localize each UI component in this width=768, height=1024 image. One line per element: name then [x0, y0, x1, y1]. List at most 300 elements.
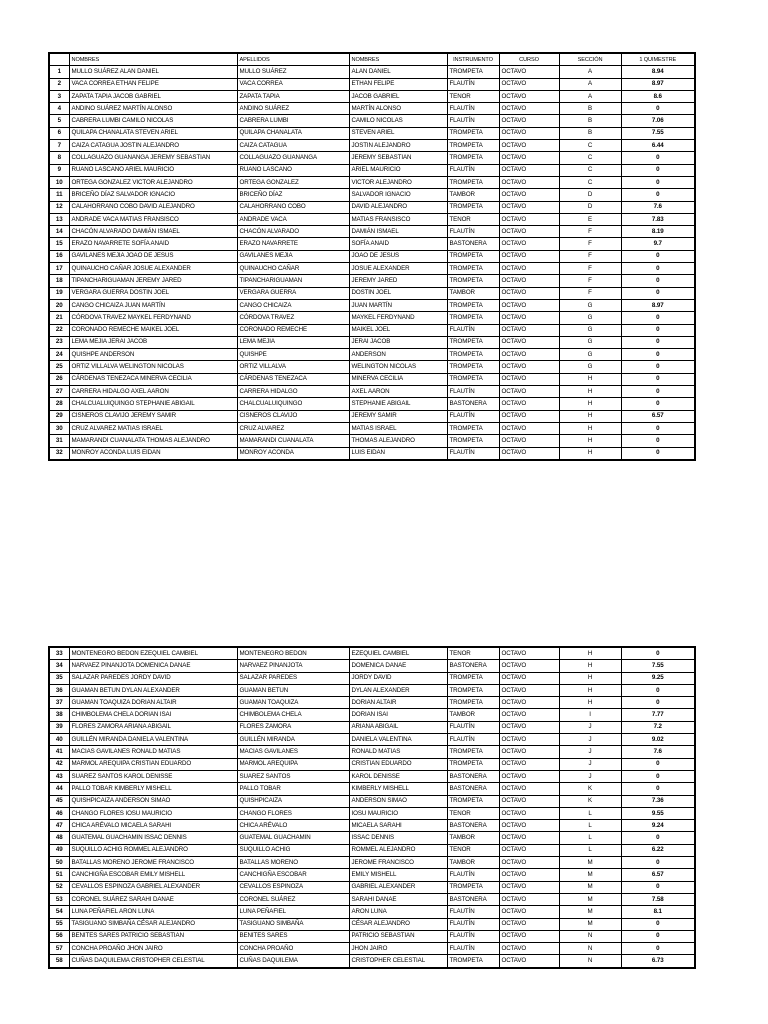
row-number: 13	[49, 213, 69, 225]
section-cell: F	[559, 275, 621, 287]
surnames-cell: CISNEROS CLAVIJO	[237, 410, 349, 422]
grades-table-page-2	[48, 646, 696, 969]
grade-cell: 8.6	[621, 90, 695, 102]
names-cell: JEROME FRANCISCO	[349, 857, 447, 869]
course-cell: OCTAVO	[499, 127, 559, 139]
grade-cell: 6.44	[621, 140, 695, 152]
names-cell: JOAO DE JESUS	[349, 250, 447, 262]
section-cell: M	[559, 906, 621, 918]
full-name-cell: MACIAS GAVILANES RONALD MATIAS	[69, 746, 237, 758]
table-row	[49, 115, 695, 127]
instrument-cell: TAMBOR	[447, 832, 499, 844]
row-number: 37	[49, 697, 69, 709]
grade-cell: 0	[621, 312, 695, 324]
course-cell: OCTAVO	[499, 820, 559, 832]
table-row	[49, 213, 695, 225]
grade-cell: 9.25	[621, 672, 695, 684]
full-name-cell: ZAPATA TAPIA JACOB GABRIEL	[69, 90, 237, 102]
names-cell: JOSUE ALEXANDER	[349, 263, 447, 275]
surnames-cell: BRICEÑO DÍAZ	[237, 189, 349, 201]
grade-cell: 0	[621, 770, 695, 782]
grade-cell: 6.57	[621, 410, 695, 422]
section-cell: C	[559, 164, 621, 176]
full-name-cell: QUILAPA CHANALATA STEVEN ARIEL	[69, 127, 237, 139]
section-cell: F	[559, 226, 621, 238]
grade-cell: 0	[621, 176, 695, 188]
surnames-cell: RUANO LASCANO	[237, 164, 349, 176]
surnames-cell: GUILLÉN MIRANDA	[237, 734, 349, 746]
section-cell: H	[559, 697, 621, 709]
grade-cell: 0	[621, 857, 695, 869]
row-number: 29	[49, 410, 69, 422]
names-cell: MATIAS FRANSISCO	[349, 213, 447, 225]
full-name-cell: CHIMBOLEMA CHELA DORIAN ISAI	[69, 709, 237, 721]
course-cell: OCTAVO	[499, 263, 559, 275]
section-cell: H	[559, 422, 621, 434]
full-name-cell: CUÑAS DAQUILEMA CRISTOPHER CELESTIAL	[69, 955, 237, 968]
table-row	[49, 684, 695, 696]
section-cell: H	[559, 373, 621, 385]
row-number: 49	[49, 844, 69, 856]
table-row	[49, 832, 695, 844]
table-row	[49, 373, 695, 385]
full-name-cell: MARMOL AREQUIPA CRISTIAN EDUARDO	[69, 758, 237, 770]
table-row	[49, 783, 695, 795]
instrument-cell: TROMPETA	[447, 176, 499, 188]
row-number: 23	[49, 336, 69, 348]
surnames-cell: PALLO TOBAR	[237, 783, 349, 795]
table-row	[49, 795, 695, 807]
instrument-cell: BASTONERA	[447, 820, 499, 832]
row-number: 33	[49, 647, 69, 660]
instrument-cell: FLAUTÍN	[447, 115, 499, 127]
row-number: 12	[49, 201, 69, 213]
instrument-cell: TROMPETA	[447, 672, 499, 684]
grade-cell: 0	[621, 684, 695, 696]
table-row	[49, 164, 695, 176]
instrument-cell: FLAUTÍN	[447, 103, 499, 115]
surnames-cell: CANCHIGÑA ESCOBAR	[237, 869, 349, 881]
instrument-cell: TROMPETA	[447, 422, 499, 434]
row-number: 27	[49, 386, 69, 398]
surnames-cell: CÁRDENAS TENEZACA	[237, 373, 349, 385]
names-cell: EMILY MISHELL	[349, 869, 447, 881]
row-number: 31	[49, 435, 69, 447]
instrument-cell: FLAUTÍN	[447, 78, 499, 90]
surnames-cell: GUAMAN BETUN	[237, 684, 349, 696]
grade-cell: 7.83	[621, 213, 695, 225]
section-cell: H	[559, 410, 621, 422]
instrument-cell: FLAUTÍN	[447, 324, 499, 336]
grade-cell: 0	[621, 386, 695, 398]
surnames-cell: CRUZ ALVAREZ	[237, 422, 349, 434]
full-name-cell: CHANGO FLORES IOSU MAURICIO	[69, 807, 237, 819]
surnames-cell: QUISHPICAIZA	[237, 795, 349, 807]
table-row	[49, 299, 695, 311]
course-cell: OCTAVO	[499, 386, 559, 398]
surnames-cell: CUÑAS DAQUILEMA	[237, 955, 349, 968]
row-number: 30	[49, 422, 69, 434]
names-cell: CÉSAR ALEJANDRO	[349, 918, 447, 930]
surnames-cell: CEVALLOS ESPINOZA	[237, 881, 349, 893]
instrument-cell: TROMPETA	[447, 746, 499, 758]
surnames-cell: GAVILANES MEJIA	[237, 250, 349, 262]
names-cell: ISSAC DENNIS	[349, 832, 447, 844]
table-row	[49, 943, 695, 955]
section-cell: M	[559, 893, 621, 905]
grade-cell: 0	[621, 324, 695, 336]
names-cell: JORDY DAVID	[349, 672, 447, 684]
row-number: 50	[49, 857, 69, 869]
grade-cell: 0	[621, 647, 695, 660]
surnames-cell: TASIGUANO SIMBAÑA	[237, 918, 349, 930]
section-cell: F	[559, 263, 621, 275]
instrument-cell: TROMPETA	[447, 275, 499, 287]
instrument-cell: FLAUTÍN	[447, 721, 499, 733]
row-number: 16	[49, 250, 69, 262]
names-cell: DOSTIN JOEL	[349, 287, 447, 299]
section-cell: C	[559, 140, 621, 152]
course-cell: OCTAVO	[499, 78, 559, 90]
surnames-cell: CHALCUALUIQUINGO	[237, 398, 349, 410]
table-row	[49, 275, 695, 287]
names-cell: LUIS EIDAN	[349, 447, 447, 460]
row-number: 6	[49, 127, 69, 139]
course-cell: OCTAVO	[499, 660, 559, 672]
table-row	[49, 820, 695, 832]
grade-cell: 7.58	[621, 893, 695, 905]
grade-cell: 7.77	[621, 709, 695, 721]
names-cell: MAIKEL JOEL	[349, 324, 447, 336]
full-name-cell: CORONADO REMECHE MAIKEL JOEL	[69, 324, 237, 336]
instrument-cell: TAMBOR	[447, 189, 499, 201]
section-cell: K	[559, 795, 621, 807]
row-number: 54	[49, 906, 69, 918]
row-number: 58	[49, 955, 69, 968]
names-cell: SOFÍA ANAID	[349, 238, 447, 250]
names-cell: SARAHI DANAE	[349, 893, 447, 905]
full-name-cell: SUQUILLO ACHIG ROMMEL ALEJANDRO	[69, 844, 237, 856]
instrument-cell: TROMPETA	[447, 697, 499, 709]
row-number: 7	[49, 140, 69, 152]
names-cell: ETHAN FELIPE	[349, 78, 447, 90]
row-number: 21	[49, 312, 69, 324]
course-cell: OCTAVO	[499, 373, 559, 385]
names-cell: ARON LUNA	[349, 906, 447, 918]
full-name-cell: CONCHA PROAÑO JHON JAIRO	[69, 943, 237, 955]
surnames-cell: QUISHPE	[237, 349, 349, 361]
grade-cell: 0	[621, 447, 695, 460]
names-cell: DORIAN ALTAIR	[349, 697, 447, 709]
grade-cell: 9.55	[621, 807, 695, 819]
section-cell: N	[559, 930, 621, 942]
instrument-cell: BASTONERA	[447, 893, 499, 905]
full-name-cell: ORTIZ VILLALVA WELINGTON NICOLAS	[69, 361, 237, 373]
surnames-cell: ERAZO NAVARRETE	[237, 238, 349, 250]
table-row	[49, 140, 695, 152]
course-cell: OCTAVO	[499, 226, 559, 238]
row-number: 9	[49, 164, 69, 176]
full-name-cell: ANDINO SUÁREZ MARTÍN ALONSO	[69, 103, 237, 115]
full-name-cell: CRUZ ALVAREZ MATIAS ISRAEL	[69, 422, 237, 434]
grade-cell: 8.94	[621, 66, 695, 78]
grade-cell: 0	[621, 152, 695, 164]
table-row	[49, 435, 695, 447]
row-number: 18	[49, 275, 69, 287]
table-row	[49, 881, 695, 893]
table-row	[49, 336, 695, 348]
section-cell: F	[559, 238, 621, 250]
table-row	[49, 90, 695, 102]
instrument-cell: TENOR	[447, 844, 499, 856]
course-cell: OCTAVO	[499, 721, 559, 733]
row-number: 5	[49, 115, 69, 127]
names-cell: CRISTOPHER CELESTIAL	[349, 955, 447, 968]
surnames-cell: VACA CORREA	[237, 78, 349, 90]
grade-cell: 0	[621, 275, 695, 287]
names-cell: DAVID ALEJANDRO	[349, 201, 447, 213]
names-cell: DOMENICA DANAE	[349, 660, 447, 672]
names-cell: DAMIÁN ISMAEL	[349, 226, 447, 238]
grade-cell: 0	[621, 832, 695, 844]
full-name-cell: MAMARANDI CUANALATA THOMAS ALEJANDRO	[69, 435, 237, 447]
instrument-cell: FLAUTÍN	[447, 906, 499, 918]
names-cell: MAYKEL FERDYNAND	[349, 312, 447, 324]
full-name-cell: QUINAUCHO CAÑAR JOSUE ALEXANDER	[69, 263, 237, 275]
section-cell: H	[559, 672, 621, 684]
names-cell: DYLAN ALEXANDER	[349, 684, 447, 696]
header-instrument: INSTRUMENTO	[447, 53, 499, 66]
row-number: 44	[49, 783, 69, 795]
grade-cell: 8.1	[621, 906, 695, 918]
table-row	[49, 906, 695, 918]
course-cell: OCTAVO	[499, 189, 559, 201]
grade-cell: 8.19	[621, 226, 695, 238]
names-cell: EZEQUIEL CAMBIEL	[349, 647, 447, 660]
table-row	[49, 226, 695, 238]
row-number: 34	[49, 660, 69, 672]
course-cell: OCTAVO	[499, 857, 559, 869]
section-cell: L	[559, 844, 621, 856]
course-cell: OCTAVO	[499, 906, 559, 918]
instrument-cell: TROMPETA	[447, 250, 499, 262]
table-row	[49, 78, 695, 90]
grade-cell: 0	[621, 422, 695, 434]
full-name-cell: BATALLAS MORENO JEROME FRANCISCO	[69, 857, 237, 869]
course-cell: OCTAVO	[499, 336, 559, 348]
course-cell: OCTAVO	[499, 672, 559, 684]
full-name-cell: CAIZA CATAGUA JOSTIN ALEJANDRO	[69, 140, 237, 152]
grade-cell: 0	[621, 435, 695, 447]
section-cell: J	[559, 770, 621, 782]
surnames-cell: CANGO CHICAIZA	[237, 299, 349, 311]
course-cell: OCTAVO	[499, 115, 559, 127]
surnames-cell: ZAPATA TAPIA	[237, 90, 349, 102]
instrument-cell: TROMPETA	[447, 312, 499, 324]
surnames-cell: MONTENEGRO BEDON	[237, 647, 349, 660]
row-number: 45	[49, 795, 69, 807]
surnames-cell: SALAZAR PAREDES	[237, 672, 349, 684]
names-cell: ARIEL MAURICIO	[349, 164, 447, 176]
course-cell: OCTAVO	[499, 140, 559, 152]
full-name-cell: TASIGUANO SIMBAÑA CÉSAR ALEJANDRO	[69, 918, 237, 930]
row-number: 24	[49, 349, 69, 361]
surnames-cell: LEMA MEJIA	[237, 336, 349, 348]
names-cell: DORIAN ISAI	[349, 709, 447, 721]
surnames-cell: CORONEL SUÁREZ	[237, 893, 349, 905]
instrument-cell: TROMPETA	[447, 263, 499, 275]
grade-cell: 0	[621, 263, 695, 275]
header-row	[49, 53, 695, 66]
instrument-cell: TROMPETA	[447, 373, 499, 385]
surnames-cell: CHANGO FLORES	[237, 807, 349, 819]
table-row	[49, 422, 695, 434]
full-name-cell: MONTENEGRO BEDON EZEQUIEL CAMBIEL	[69, 647, 237, 660]
section-cell: N	[559, 955, 621, 968]
instrument-cell: FLAUTÍN	[447, 164, 499, 176]
course-cell: OCTAVO	[499, 881, 559, 893]
course-cell: OCTAVO	[499, 783, 559, 795]
row-number: 4	[49, 103, 69, 115]
surnames-cell: CORONADO REMECHE	[237, 324, 349, 336]
names-cell: ROMMEL ALEJANDRO	[349, 844, 447, 856]
row-number: 19	[49, 287, 69, 299]
table-row	[49, 349, 695, 361]
full-name-cell: GAVILANES MEJIA JOAO DE JESUS	[69, 250, 237, 262]
table-row	[49, 857, 695, 869]
table-row	[49, 844, 695, 856]
header-section: SECCIÓN	[559, 53, 621, 66]
table-row	[49, 201, 695, 213]
course-cell: OCTAVO	[499, 734, 559, 746]
instrument-cell: TROMPETA	[447, 795, 499, 807]
section-cell: C	[559, 176, 621, 188]
table-row	[49, 807, 695, 819]
course-cell: OCTAVO	[499, 869, 559, 881]
names-cell: DANIELA VALENTINA	[349, 734, 447, 746]
full-name-cell: LUNA PEÑAFIEL ARON LUNA	[69, 906, 237, 918]
row-number: 22	[49, 324, 69, 336]
names-cell: JHON JAIRO	[349, 943, 447, 955]
row-number: 20	[49, 299, 69, 311]
surnames-cell: ORTIZ VILLALVA	[237, 361, 349, 373]
grade-cell: 6.73	[621, 955, 695, 968]
grade-cell: 8.97	[621, 299, 695, 311]
table-row	[49, 152, 695, 164]
grade-cell: 0	[621, 918, 695, 930]
surnames-cell: CHIMBOLEMA CHELA	[237, 709, 349, 721]
course-cell: OCTAVO	[499, 795, 559, 807]
course-cell: OCTAVO	[499, 275, 559, 287]
names-cell: JEREMY SEBASTIAN	[349, 152, 447, 164]
names-cell: JEREMY JARED	[349, 275, 447, 287]
surnames-cell: MAMARANDI CUANALATA	[237, 435, 349, 447]
table-row	[49, 324, 695, 336]
header-grade: 1 QUIMESTRE	[621, 53, 695, 66]
section-cell: M	[559, 869, 621, 881]
row-number: 46	[49, 807, 69, 819]
course-cell: OCTAVO	[499, 435, 559, 447]
grade-cell: 0	[621, 164, 695, 176]
row-number: 32	[49, 447, 69, 460]
grade-cell: 7.6	[621, 201, 695, 213]
grade-cell: 0	[621, 373, 695, 385]
row-number: 53	[49, 893, 69, 905]
course-cell: OCTAVO	[499, 746, 559, 758]
row-number: 48	[49, 832, 69, 844]
section-cell: A	[559, 78, 621, 90]
instrument-cell: TROMPETA	[447, 881, 499, 893]
section-cell: J	[559, 758, 621, 770]
instrument-cell: FLAUTÍN	[447, 930, 499, 942]
course-cell: OCTAVO	[499, 709, 559, 721]
table-row	[49, 697, 695, 709]
course-cell: OCTAVO	[499, 930, 559, 942]
row-number: 26	[49, 373, 69, 385]
names-cell: CAMILO NICOLAS	[349, 115, 447, 127]
table-row	[49, 287, 695, 299]
section-cell: M	[559, 857, 621, 869]
surnames-cell: LUNA PEÑAFIEL	[237, 906, 349, 918]
names-cell: MINERVA CECILIA	[349, 373, 447, 385]
full-name-cell: CORONEL SUÁREZ SARAHI DANAE	[69, 893, 237, 905]
full-name-cell: MONROY ACONDA LUIS EIDAN	[69, 447, 237, 460]
header-number	[49, 53, 69, 66]
section-cell: E	[559, 213, 621, 225]
grade-cell: 9.24	[621, 820, 695, 832]
table-row	[49, 672, 695, 684]
row-number: 10	[49, 176, 69, 188]
full-name-cell: PALLO TOBAR KIMBERLY MISHELL	[69, 783, 237, 795]
row-number: 28	[49, 398, 69, 410]
names-cell: PATRICIO SEBASTIAN	[349, 930, 447, 942]
names-cell: JUAN MARTÍN	[349, 299, 447, 311]
surnames-cell: VERGARA GUERRA	[237, 287, 349, 299]
instrument-cell: TENOR	[447, 807, 499, 819]
full-name-cell: CALAHORRANO COBO DAVID ALEJANDRO	[69, 201, 237, 213]
table-row	[49, 918, 695, 930]
course-cell: OCTAVO	[499, 312, 559, 324]
full-name-cell: NARVAEZ PINANJOTA DOMENICA DANAE	[69, 660, 237, 672]
table-row	[49, 930, 695, 942]
full-name-cell: LEMA MEJIA JERAI JACOB	[69, 336, 237, 348]
table-row	[49, 103, 695, 115]
row-number: 14	[49, 226, 69, 238]
names-cell: IOSU MAURICIO	[349, 807, 447, 819]
names-cell: JEREMY SAMIR	[349, 410, 447, 422]
names-cell: AXEL AARON	[349, 386, 447, 398]
names-cell: VICTOR ALEJANDRO	[349, 176, 447, 188]
instrument-cell: BASTONERA	[447, 660, 499, 672]
instrument-cell: FLAUTÍN	[447, 869, 499, 881]
grade-cell: 9.02	[621, 734, 695, 746]
surnames-cell: MARMOL AREQUIPA	[237, 758, 349, 770]
surnames-cell: FLORES ZAMORA	[237, 721, 349, 733]
section-cell: I	[559, 709, 621, 721]
table-row	[49, 250, 695, 262]
full-name-cell: QUISHPE ANDERSON	[69, 349, 237, 361]
surnames-cell: GUATEMAL GUACHAMIN	[237, 832, 349, 844]
instrument-cell: TROMPETA	[447, 299, 499, 311]
section-cell: D	[559, 189, 621, 201]
full-name-cell: MULLO SUÁREZ ALAN DANIEL	[69, 66, 237, 78]
table-row	[49, 746, 695, 758]
row-number: 51	[49, 869, 69, 881]
row-number: 43	[49, 770, 69, 782]
full-name-cell: CANCHIGÑA ESCOBAR EMILY MISHELL	[69, 869, 237, 881]
grade-cell: 0	[621, 189, 695, 201]
surnames-cell: COLLAGUAZO GUANANGA	[237, 152, 349, 164]
